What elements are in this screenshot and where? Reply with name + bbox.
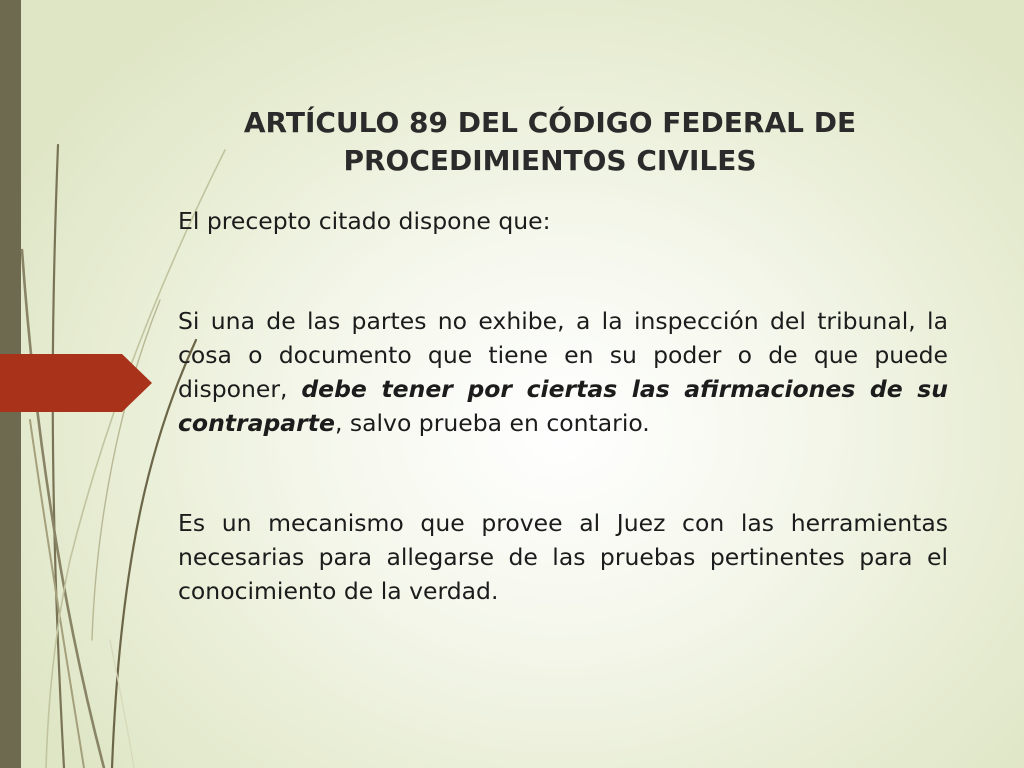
slide-title: ARTÍCULO 89 DEL CÓDIGO FEDERAL DE PROCEDIMIENTOS CIVILES	[243, 106, 857, 177]
paragraph-1	[178, 304, 948, 440]
paragraph-1-end: , salvo prueba en contario.	[334, 409, 650, 437]
slide-body	[178, 204, 948, 608]
intro-text: El precepto citado dispone que:	[178, 207, 551, 235]
paragraph-1-emphasis: debe tener por ciertas las afirmaciones de su contraparte	[178, 375, 948, 437]
arrow-shape	[0, 354, 152, 412]
paragraph-1-start: Si una de las partes no exhibe, a la inspección del tribunal, la cosa o documento que tiene en su poder o de que puede disponer,	[178, 307, 948, 403]
paragraph-2: Es un mecanismo que provee al Juez con las herramientas necesarias para allegarse de las pruebas pertinentes para el conocimiento de la verdad.	[178, 509, 948, 605]
